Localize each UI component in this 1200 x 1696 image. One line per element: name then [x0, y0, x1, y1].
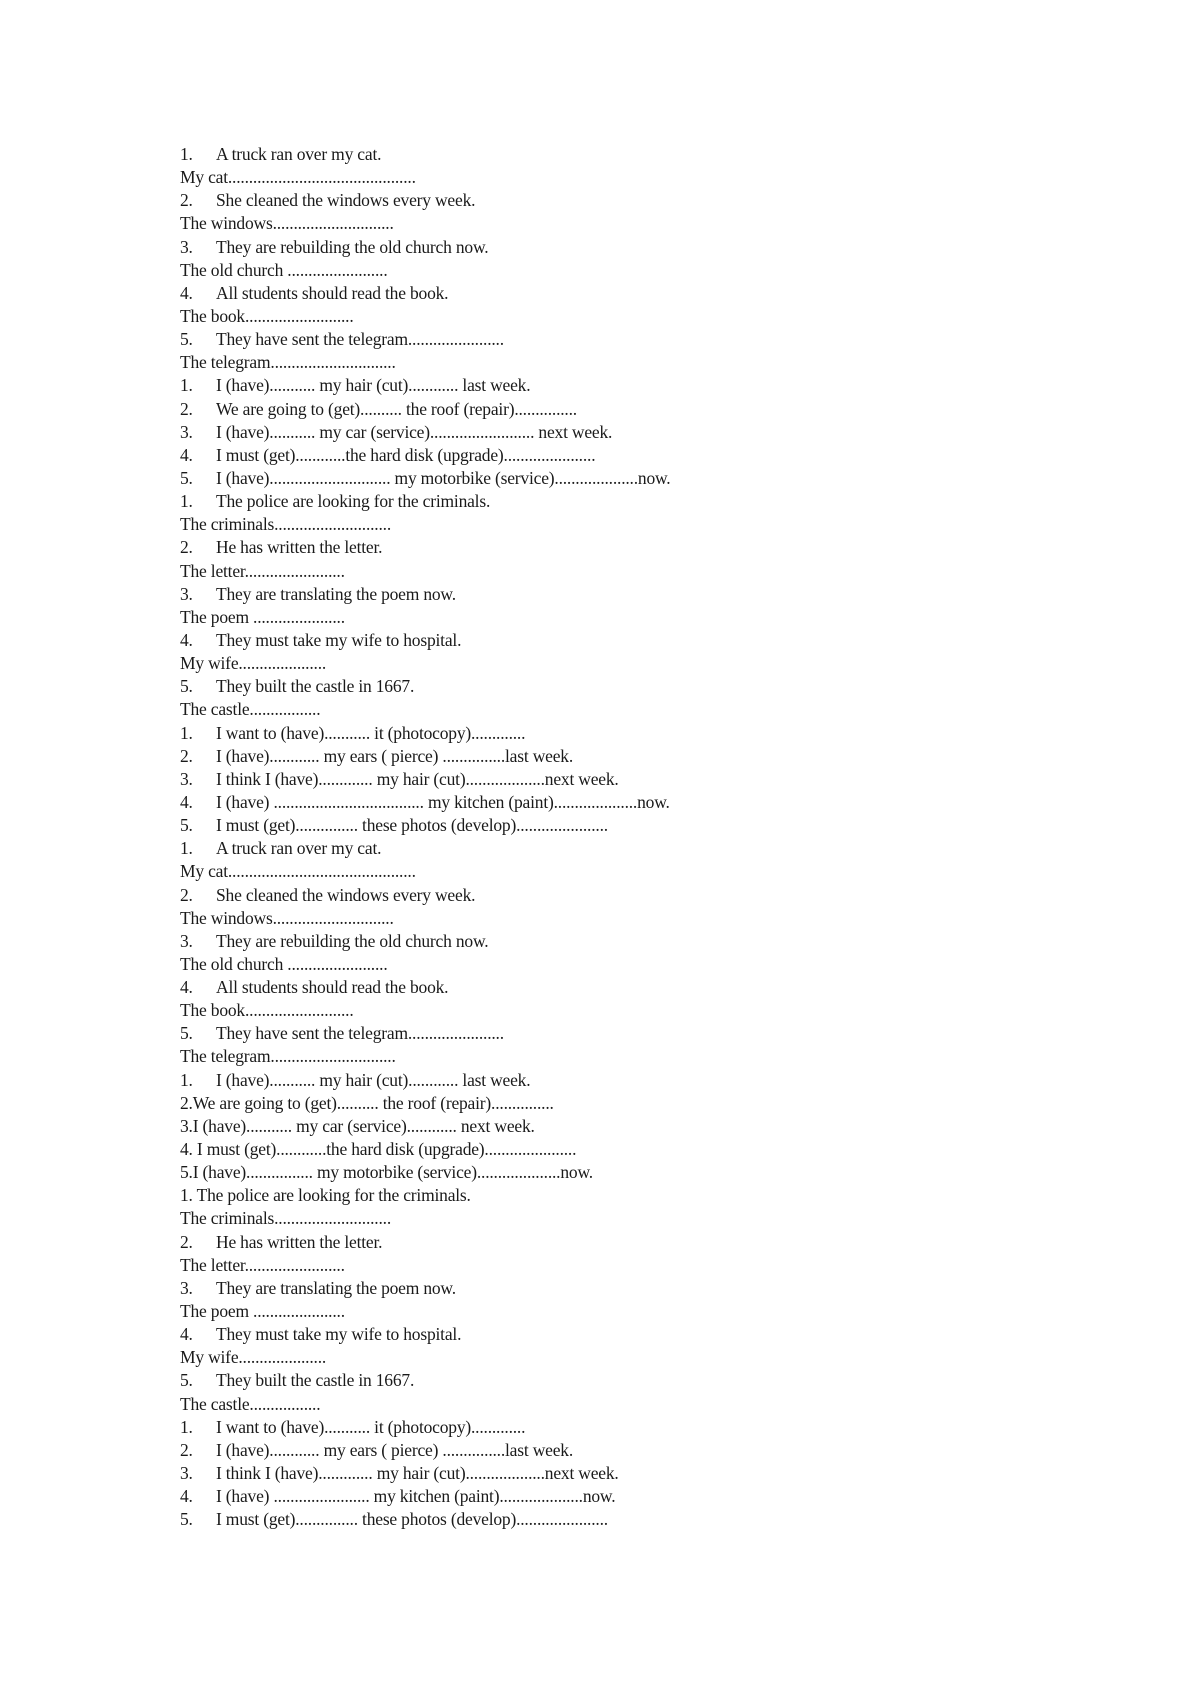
item-sentence: We are going to (get).......... the roof (repair)............... [216, 398, 577, 419]
exercise-item [180, 814, 1080, 837]
answer-line [180, 351, 1080, 374]
item-sentence: A truck ran over my cat. [216, 144, 382, 164]
exercise-item [180, 1369, 1080, 1392]
item-number: 5. [180, 467, 193, 488]
item-sentence: They built the castle in 1667. [216, 1370, 415, 1391]
item-sentence: A truck ran over my cat. [216, 838, 382, 859]
item-number: 2. [180, 190, 193, 211]
item-sentence: 5.I (have)................ my motorbike (service)....................now. [180, 1162, 593, 1183]
answer-line [180, 652, 1080, 675]
answer-line [180, 513, 1080, 536]
exercise-item [180, 583, 1080, 606]
item-number: 2. [180, 745, 193, 766]
answer-prompt: The castle................. [180, 699, 321, 720]
item-sentence: I (have) ....................... my kitchen (paint)....................now. [216, 1486, 616, 1507]
exercise-item [180, 536, 1080, 559]
answer-line [180, 1045, 1080, 1068]
item-sentence: All students should read the book. [216, 977, 449, 998]
item-number: 5. [180, 676, 193, 697]
exercise-item [180, 745, 1080, 768]
exercise-item [180, 398, 1080, 421]
item-sentence: I (have)........... my hair (cut)............ last week. [216, 1069, 531, 1090]
answer-prompt: The castle................. [180, 1393, 321, 1414]
answer-line [180, 698, 1080, 721]
item-number: 3. [180, 768, 193, 789]
answer-prompt: The poem ...................... [180, 606, 345, 627]
item-sentence: He has written the letter. [216, 537, 383, 558]
exercise-item [180, 768, 1080, 791]
answer-prompt: My wife..................... [180, 653, 327, 674]
exercise-item [180, 629, 1080, 652]
item-number: 1. [180, 1416, 193, 1437]
item-sentence: I want to (have)........... it (photocopy)............. [216, 722, 526, 743]
item-sentence: They have sent the telegram....................... [216, 329, 504, 350]
item-number: 3. [180, 421, 193, 442]
item-number: 4. [180, 629, 193, 650]
item-number: 1. [180, 375, 193, 396]
item-sentence: 1. The police are looking for the criminals. [180, 1185, 471, 1206]
exercise-item [180, 490, 1080, 513]
item-number: 5. [180, 815, 193, 836]
answer-line [180, 560, 1080, 583]
item-sentence: I must (get)............... these photos (develop)...................... [216, 1509, 608, 1530]
item-number: 4. [180, 791, 193, 812]
answer-line [180, 907, 1080, 930]
exercise-item [180, 143, 1080, 166]
item-number: 1. [180, 1069, 193, 1090]
item-sentence: The police are looking for the criminals. [216, 491, 491, 512]
item-sentence: They are rebuilding the old church now. [216, 236, 489, 257]
item-sentence: They are rebuilding the old church now. [216, 930, 489, 951]
exercise-item [180, 1485, 1080, 1508]
item-number: 3. [180, 1277, 193, 1298]
exercise-item [180, 1439, 1080, 1462]
exercise-item [180, 976, 1080, 999]
exercise-item [180, 1231, 1080, 1254]
item-number: 4. [180, 977, 193, 998]
answer-prompt: The old church ........................ [180, 953, 388, 974]
exercise-item-inline [180, 1138, 1080, 1161]
item-sentence: I must (get)............the hard disk (upgrade)...................... [216, 444, 596, 465]
answer-line [180, 1393, 1080, 1416]
exercise-item [180, 1462, 1080, 1485]
item-number: 5. [180, 329, 193, 350]
exercise-item [180, 1069, 1080, 1092]
answer-prompt: The telegram.............................. [180, 1046, 396, 1067]
item-number: 2. [180, 884, 193, 905]
exercise-item [180, 189, 1080, 212]
exercise-item [180, 1416, 1080, 1439]
exercise-item-inline [180, 1092, 1080, 1115]
exercise-item [180, 282, 1080, 305]
answer-line [180, 305, 1080, 328]
item-sentence: I (have)........... my car (service)......................... next week. [216, 421, 613, 442]
answer-prompt: The telegram.............................. [180, 352, 396, 373]
item-sentence: They are translating the poem now. [216, 583, 456, 604]
answer-line [180, 1346, 1080, 1369]
item-number: 2. [180, 1231, 193, 1252]
answer-prompt: The letter........................ [180, 1254, 345, 1275]
exercise-item-inline [180, 1161, 1080, 1184]
answer-prompt: The letter........................ [180, 560, 345, 581]
exercise-item [180, 444, 1080, 467]
answer-prompt: The criminals............................ [180, 514, 392, 535]
item-number: 5. [180, 1370, 193, 1391]
exercise-item-inline [180, 1115, 1080, 1138]
item-sentence: I (have)............ my ears ( pierce) ...............last week. [216, 1439, 573, 1460]
answer-line [180, 1254, 1080, 1277]
item-sentence: I (have)............................. my motorbike (service)....................now. [216, 467, 671, 488]
item-sentence: I must (get)............... these photos (develop)...................... [216, 815, 608, 836]
item-number: 3. [180, 930, 193, 951]
answer-line [180, 606, 1080, 629]
exercise-item [180, 722, 1080, 745]
answer-line [180, 860, 1080, 883]
item-number: 2. [180, 537, 193, 558]
exercise-item [180, 791, 1080, 814]
exercise-item [180, 1022, 1080, 1045]
item-number: 3. [180, 1463, 193, 1484]
exercise-item [180, 236, 1080, 259]
item-number: 1. [180, 491, 193, 512]
exercise-item [180, 467, 1080, 490]
item-sentence: 2.We are going to (get).......... the roof (repair)............... [180, 1092, 554, 1113]
item-sentence: I (have)............ my ears ( pierce) ...............last week. [216, 745, 573, 766]
answer-prompt: The book.......................... [180, 1000, 354, 1021]
item-sentence: They must take my wife to hospital. [216, 1324, 462, 1345]
item-number: 5. [180, 1509, 193, 1530]
exercise-item [180, 837, 1080, 860]
exercise-item [180, 884, 1080, 907]
item-sentence: I (have)........... my hair (cut)............ last week. [216, 375, 531, 396]
answer-prompt: The windows............................. [180, 213, 394, 234]
item-number: 1. [180, 838, 193, 859]
item-sentence: They built the castle in 1667. [216, 676, 415, 697]
item-sentence: 3.I (have)........... my car (service)............ next week. [180, 1115, 535, 1136]
answer-line [180, 953, 1080, 976]
item-sentence: All students should read the book. [216, 282, 449, 303]
item-number: 4. [180, 1324, 193, 1345]
item-sentence: I (have) .................................... my kitchen (paint)....................now. [216, 791, 670, 812]
exercise-item [180, 328, 1080, 351]
answer-prompt: The old church ........................ [180, 259, 388, 280]
answer-line [180, 999, 1080, 1022]
answer-prompt: The book.......................... [180, 305, 354, 326]
item-number: 2. [180, 1439, 193, 1460]
item-number: 3. [180, 583, 193, 604]
exercise-item-inline [180, 1184, 1080, 1207]
item-number: 4. [180, 1486, 193, 1507]
answer-prompt: My cat............................................. [180, 167, 416, 188]
item-number: 5. [180, 1023, 193, 1044]
item-sentence: They have sent the telegram....................... [216, 1023, 504, 1044]
exercise-item [180, 1323, 1080, 1346]
item-number: 2. [180, 398, 193, 419]
answer-line [180, 212, 1080, 235]
exercise-item [180, 930, 1080, 953]
item-sentence: I think I (have)............. my hair (cut)...................next week. [216, 768, 619, 789]
exercise-item [180, 374, 1080, 397]
answer-line [180, 259, 1080, 282]
exercise-item [180, 675, 1080, 698]
item-sentence: She cleaned the windows every week. [216, 190, 476, 211]
answer-prompt: My wife..................... [180, 1347, 327, 1368]
item-sentence: He has written the letter. [216, 1231, 383, 1252]
answer-line [180, 166, 1080, 189]
item-sentence: 4. I must (get)............the hard disk (upgrade)...................... [180, 1139, 577, 1160]
item-number: 4. [180, 444, 193, 465]
exercise-item [180, 1277, 1080, 1300]
answer-line [180, 1300, 1080, 1323]
item-sentence: They are translating the poem now. [216, 1277, 456, 1298]
item-sentence: I want to (have)........... it (photocopy)............. [216, 1416, 526, 1437]
item-number: 3. [180, 236, 193, 257]
item-number: 4. [180, 282, 193, 303]
item-number: 1. [180, 144, 193, 164]
answer-prompt: The windows............................. [180, 907, 394, 928]
exercise-item [180, 421, 1080, 444]
item-number: 1. [180, 722, 193, 743]
item-sentence: I think I (have)............. my hair (cut)...................next week. [216, 1463, 619, 1484]
exercise-item [180, 1508, 1080, 1531]
answer-prompt: The criminals............................ [180, 1208, 392, 1229]
worksheet-page [180, 143, 1080, 1531]
answer-line [180, 1207, 1080, 1230]
item-sentence: She cleaned the windows every week. [216, 884, 476, 905]
answer-prompt: My cat............................................. [180, 861, 416, 882]
answer-prompt: The poem ...................... [180, 1301, 345, 1322]
item-sentence: They must take my wife to hospital. [216, 629, 462, 650]
